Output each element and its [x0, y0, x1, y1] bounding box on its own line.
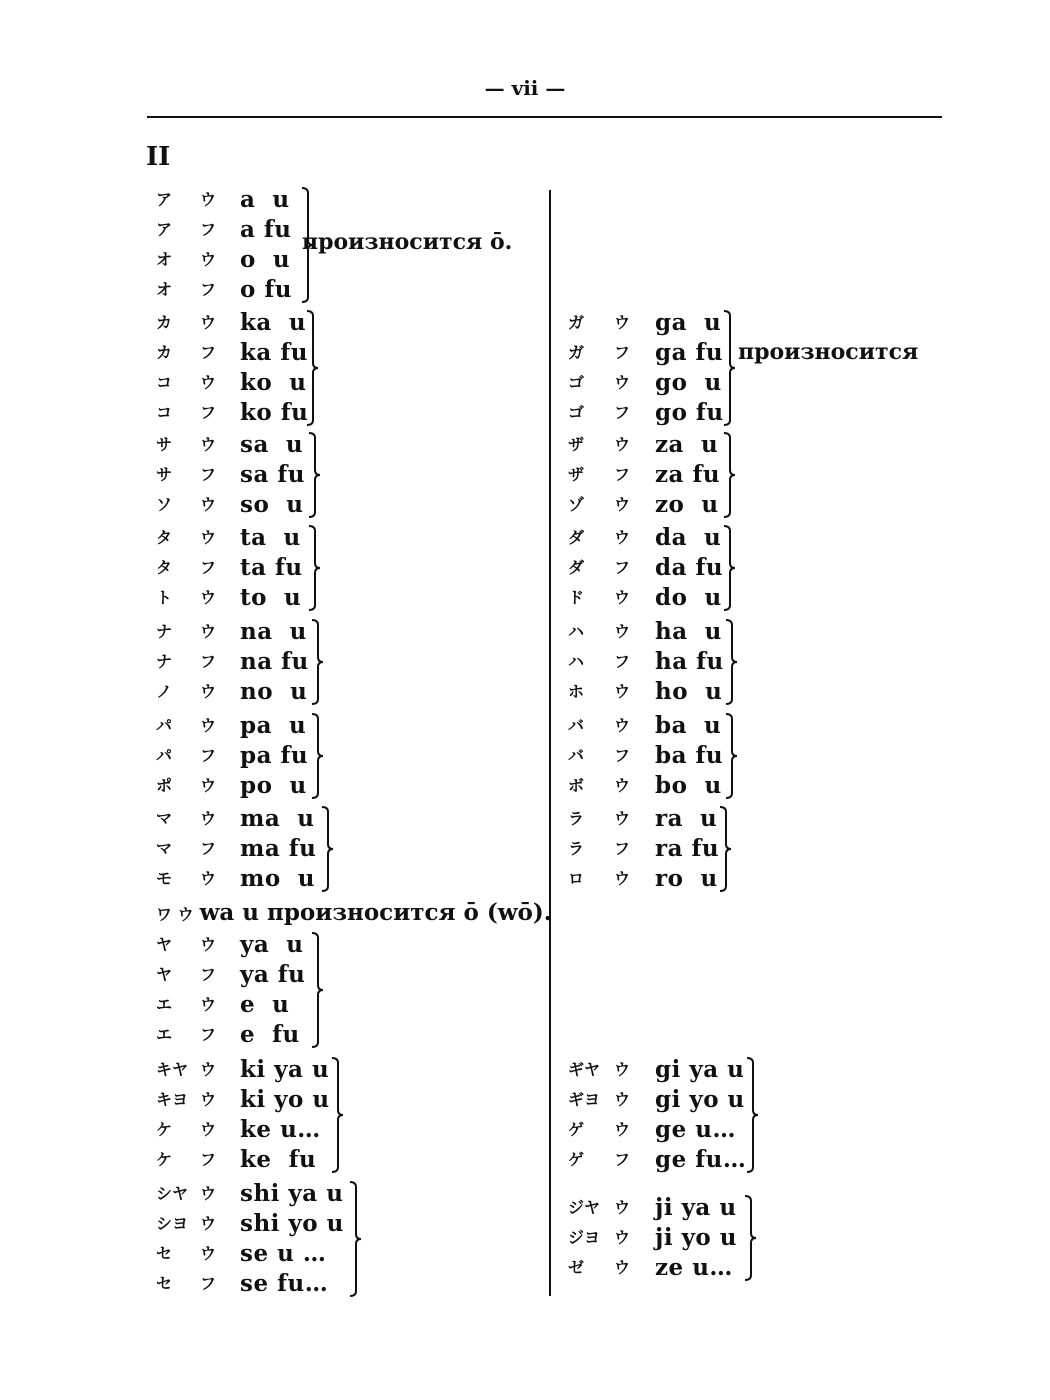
kana-ending: フ — [200, 839, 217, 858]
brace — [320, 806, 336, 892]
wa-u-line — [156, 898, 552, 928]
brace — [307, 432, 323, 518]
romanization: za u — [655, 431, 719, 458]
romanization: e fu — [240, 1021, 300, 1048]
kana-ending: ウ — [614, 1228, 631, 1247]
kana-syllable: シヤ — [156, 1184, 189, 1203]
kana-syllable: エ — [156, 1025, 173, 1044]
kana-ending: ウ — [200, 313, 217, 332]
romanization: o fu — [240, 276, 292, 303]
romanization: sa fu — [240, 461, 305, 488]
romanization: do u — [655, 584, 722, 611]
kana-syllable: ゲ — [568, 1150, 585, 1169]
kana-syllable: バ — [568, 716, 585, 735]
kana-ending: ウ — [200, 809, 217, 828]
kana-syllable: エ — [156, 995, 173, 1014]
kana-syllable: ゴ — [568, 373, 585, 392]
romanization: ra fu — [655, 835, 720, 862]
brace — [307, 525, 323, 611]
romanization: ke fu — [240, 1146, 317, 1173]
kana-ending: ウ — [614, 1198, 631, 1217]
wa-u-kana: ワ ウ — [156, 905, 194, 924]
kana-ending: ウ — [200, 622, 217, 641]
romanization: no u — [240, 678, 308, 705]
kana-syllable: バ — [568, 746, 585, 765]
kana-syllable: タ — [156, 528, 173, 547]
kana-syllable: ヤ — [156, 935, 173, 954]
kana-syllable: ゴ — [568, 403, 585, 422]
brace — [724, 619, 740, 705]
romanization: ki ya u — [240, 1056, 330, 1083]
kana-syllable: シヨ — [156, 1214, 189, 1233]
kana-syllable: タ — [156, 558, 173, 577]
kana-syllable: ポ — [156, 776, 173, 795]
kana-syllable: ラ — [568, 809, 585, 828]
kana-ending: フ — [614, 403, 631, 422]
romanization: gi ya u — [655, 1056, 745, 1083]
kana-ending: ウ — [614, 313, 631, 332]
kana-syllable: ナ — [156, 622, 173, 641]
romanization: na u — [240, 618, 307, 645]
romanization: ze u… — [655, 1254, 733, 1281]
kana-syllable: カ — [156, 313, 173, 332]
romanization: ko fu — [240, 399, 309, 426]
romanization: ka fu — [240, 339, 308, 366]
kana-syllable: ダ — [568, 558, 585, 577]
brace — [310, 619, 326, 705]
brace — [722, 525, 738, 611]
kana-syllable: カ — [156, 343, 173, 362]
kana-syllable: コ — [156, 403, 173, 422]
brace — [310, 713, 326, 799]
romanization: to u — [240, 584, 302, 611]
kana-ending: ウ — [614, 495, 631, 514]
romanization: ga u — [655, 309, 722, 336]
kana-ending: ウ — [200, 716, 217, 735]
brace — [743, 1195, 759, 1281]
romanization: shi ya u — [240, 1180, 344, 1207]
kana-ending: ウ — [200, 1120, 217, 1139]
kana-ending: ウ — [614, 622, 631, 641]
romanization: ji yo u — [655, 1224, 738, 1251]
pronunciation-note: произносится — [738, 339, 919, 365]
kana-syllable: ソ — [156, 495, 173, 514]
kana-ending: ウ — [200, 250, 217, 269]
kana-syllable: ガ — [568, 313, 585, 332]
kana-ending: ウ — [614, 1090, 631, 1109]
kana-syllable: ケ — [156, 1120, 173, 1139]
kana-ending: フ — [200, 403, 217, 422]
romanization: ge fu… — [655, 1146, 747, 1173]
kana-syllable: ジヨ — [568, 1228, 601, 1247]
kana-ending: フ — [614, 652, 631, 671]
kana-ending: ウ — [614, 716, 631, 735]
romanization: ya u — [240, 931, 304, 958]
romanization: za fu — [655, 461, 721, 488]
kana-syllable: ギヨ — [568, 1090, 601, 1109]
kana-ending: ウ — [200, 935, 217, 954]
kana-syllable: ゾ — [568, 495, 585, 514]
kana-syllable: パ — [156, 746, 173, 765]
wa-u-text: wa u произносится ō (wō). — [199, 899, 552, 926]
romanization: ko u — [240, 369, 307, 396]
brace — [310, 932, 326, 1048]
kana-ending: ウ — [200, 373, 217, 392]
kana-ending: フ — [200, 1150, 217, 1169]
kana-ending: ウ — [200, 495, 217, 514]
kana-syllable: ヤ — [156, 965, 173, 984]
kana-ending: ウ — [614, 776, 631, 795]
brace — [348, 1181, 364, 1297]
kana-syllable: ダ — [568, 528, 585, 547]
romanization: se u … — [240, 1240, 327, 1267]
kana-syllable: ボ — [568, 776, 585, 795]
top-rule — [147, 116, 942, 118]
romanization: so u — [240, 491, 304, 518]
kana-syllable: ナ — [156, 652, 173, 671]
kana-ending: ウ — [200, 1244, 217, 1263]
kana-syllable: ロ — [568, 869, 585, 888]
kana-ending: ウ — [200, 1214, 217, 1233]
kana-ending: フ — [614, 558, 631, 577]
kana-syllable: ア — [156, 220, 173, 239]
page-number: — vii — — [484, 76, 566, 100]
kana-ending: フ — [200, 652, 217, 671]
romanization: pa fu — [240, 742, 309, 769]
kana-syllable: ザ — [568, 465, 585, 484]
romanization: ha u — [655, 618, 722, 645]
romanization: o u — [240, 246, 291, 273]
brace — [722, 432, 738, 518]
kana-ending: ウ — [200, 190, 217, 209]
romanization: ma u — [240, 805, 315, 832]
kana-ending: ウ — [200, 1184, 217, 1203]
kana-ending: フ — [614, 465, 631, 484]
kana-ending: ウ — [614, 869, 631, 888]
kana-ending: ウ — [200, 435, 217, 454]
kana-syllable: サ — [156, 465, 173, 484]
romanization: ba u — [655, 712, 722, 739]
kana-ending: フ — [614, 746, 631, 765]
romanization: na fu — [240, 648, 309, 675]
kana-syllable: マ — [156, 839, 173, 858]
kana-syllable: ゼ — [568, 1258, 585, 1277]
romanization: ba fu — [655, 742, 724, 769]
kana-syllable: キヨ — [156, 1090, 189, 1109]
romanization: ma fu — [240, 835, 317, 862]
romanization: ha fu — [655, 648, 724, 675]
romanization: mo u — [240, 865, 315, 892]
kana-syllable: キヤ — [156, 1060, 189, 1079]
kana-ending: ウ — [614, 1060, 631, 1079]
kana-syllable: セ — [156, 1274, 173, 1293]
romanization: pa u — [240, 712, 307, 739]
section-label: II — [146, 142, 171, 172]
kana-syllable: ノ — [156, 682, 173, 701]
kana-ending: フ — [200, 746, 217, 765]
kana-ending: フ — [200, 343, 217, 362]
kana-syllable: コ — [156, 373, 173, 392]
kana-syllable: マ — [156, 809, 173, 828]
romanization: ke u… — [240, 1116, 321, 1143]
kana-syllable: パ — [156, 716, 173, 735]
kana-syllable: モ — [156, 869, 173, 888]
kana-ending: フ — [200, 1025, 217, 1044]
romanization: ga fu — [655, 339, 724, 366]
romanization: ya fu — [240, 961, 306, 988]
brace — [330, 1057, 346, 1173]
romanization: ho u — [655, 678, 723, 705]
romanization: a fu — [240, 216, 292, 243]
romanization: ge u… — [655, 1116, 736, 1143]
kana-ending: ウ — [200, 682, 217, 701]
romanization: da u — [655, 524, 722, 551]
kana-ending: ウ — [614, 809, 631, 828]
kana-ending: ウ — [614, 373, 631, 392]
kana-syllable: オ — [156, 280, 173, 299]
kana-ending: ウ — [614, 1258, 631, 1277]
kana-syllable: ギヤ — [568, 1060, 601, 1079]
kana-syllable: ド — [568, 588, 585, 607]
romanization: ji ya u — [655, 1194, 737, 1221]
romanization: go u — [655, 369, 722, 396]
kana-ending: ウ — [200, 776, 217, 795]
kana-syllable: ホ — [568, 682, 585, 701]
kana-syllable: サ — [156, 435, 173, 454]
kana-syllable: ハ — [568, 652, 585, 671]
pronunciation: произносится ō. — [302, 229, 513, 255]
kana-ending: フ — [200, 220, 217, 239]
kana-syllable: ラ — [568, 839, 585, 858]
romanization: bo u — [655, 772, 722, 799]
brace — [745, 1057, 761, 1173]
kana-ending: フ — [200, 558, 217, 577]
brace — [305, 310, 321, 426]
kana-syllable: ア — [156, 190, 173, 209]
romanization: go fu — [655, 399, 724, 426]
brace — [718, 806, 734, 892]
romanization: da fu — [655, 554, 724, 581]
romanization: zo u — [655, 491, 719, 518]
kana-ending: ウ — [614, 435, 631, 454]
romanization: ka u — [240, 309, 307, 336]
kana-ending: ウ — [200, 869, 217, 888]
brace — [722, 310, 738, 426]
kana-ending: フ — [614, 343, 631, 362]
kana-syllable: ハ — [568, 622, 585, 641]
kana-ending: ウ — [200, 995, 217, 1014]
romanization: ro u — [655, 865, 718, 892]
romanization: ra u — [655, 805, 718, 832]
kana-ending: ウ — [200, 588, 217, 607]
kana-syllable: ジヤ — [568, 1198, 601, 1217]
kana-ending: フ — [200, 465, 217, 484]
kana-ending: ウ — [614, 682, 631, 701]
romanization: po u — [240, 772, 307, 799]
column-divider — [549, 190, 551, 1296]
kana-ending: フ — [614, 1150, 631, 1169]
kana-ending: ウ — [200, 528, 217, 547]
romanization: ki yo u — [240, 1086, 330, 1113]
kana-syllable: セ — [156, 1244, 173, 1263]
kana-syllable: オ — [156, 250, 173, 269]
romanization: gi yo u — [655, 1086, 745, 1113]
kana-ending: ウ — [200, 1090, 217, 1109]
kana-ending: ウ — [614, 1120, 631, 1139]
romanization: ta u — [240, 524, 301, 551]
brace — [724, 713, 740, 799]
kana-ending: フ — [200, 1274, 217, 1293]
romanization: ta fu — [240, 554, 303, 581]
kana-syllable: ガ — [568, 343, 585, 362]
kana-syllable: ゲ — [568, 1120, 585, 1139]
kana-ending: ウ — [614, 588, 631, 607]
kana-syllable: ト — [156, 588, 173, 607]
kana-ending: フ — [200, 965, 217, 984]
kana-ending: ウ — [200, 1060, 217, 1079]
romanization: se fu… — [240, 1270, 329, 1297]
romanization: shi yo u — [240, 1210, 344, 1237]
romanization: e u — [240, 991, 290, 1018]
romanization: a u — [240, 186, 290, 213]
kana-ending: ウ — [614, 528, 631, 547]
romanization: sa u — [240, 431, 304, 458]
kana-syllable: ザ — [568, 435, 585, 454]
kana-ending: フ — [614, 839, 631, 858]
kana-syllable: ケ — [156, 1150, 173, 1169]
kana-ending: フ — [200, 280, 217, 299]
